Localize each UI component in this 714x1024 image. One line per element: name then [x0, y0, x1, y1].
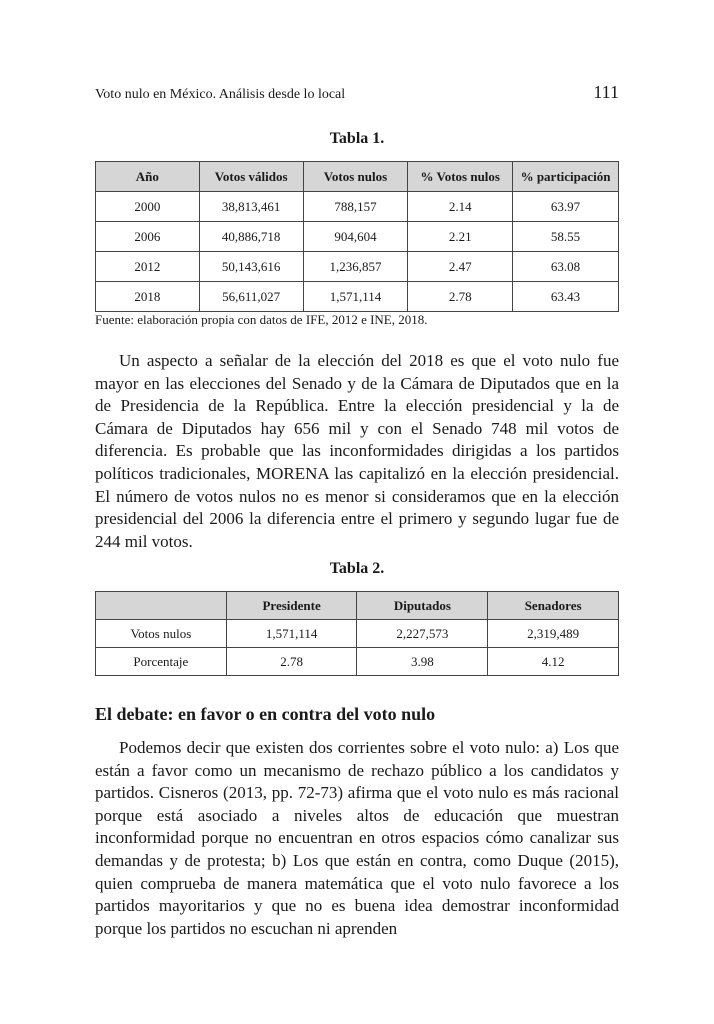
table-cell: 1,571,114	[226, 620, 357, 648]
table-row	[96, 252, 619, 282]
table-cell: 63.43	[513, 282, 619, 312]
table-header-row	[96, 162, 619, 192]
running-header	[95, 82, 619, 103]
table-cell: Porcentaje	[96, 648, 227, 676]
table-cell: 63.97	[513, 192, 619, 222]
running-title: Voto nulo en México. Análisis desde lo local	[95, 87, 346, 102]
table-cell: 2.14	[408, 192, 513, 222]
column-header-valid-votes: Votos válidos	[199, 162, 303, 192]
table-cell: 2.21	[408, 222, 513, 252]
table-cell: 1,571,114	[303, 282, 408, 312]
table-1-caption: Tabla 1.	[329, 130, 385, 147]
page-number: 111	[593, 82, 619, 102]
table-cell: 2.78	[408, 282, 513, 312]
table-1	[95, 161, 619, 312]
table-cell: 2,227,573	[357, 620, 488, 648]
section-heading: El debate: en favor o en contra del voto nulo	[95, 704, 436, 724]
column-header-senators: Senadores	[488, 592, 619, 620]
table-2	[95, 591, 619, 676]
table-cell: 1,236,857	[303, 252, 408, 282]
table-cell: 58.55	[513, 222, 619, 252]
table-row	[96, 282, 619, 312]
table-cell: 2,319,489	[488, 620, 619, 648]
table-cell: 2012	[96, 252, 200, 282]
table-cell: 2.47	[408, 252, 513, 282]
table-cell: 56,611,027	[199, 282, 303, 312]
table-cell: 2000	[96, 192, 200, 222]
table-cell: 904,604	[303, 222, 408, 252]
column-header-null-votes: Votos nulos	[303, 162, 408, 192]
table-cell: 2018	[96, 282, 200, 312]
column-header-turnout-percent: % participación	[513, 162, 619, 192]
column-header-president: Presidente	[226, 592, 357, 620]
column-header-null-votes-percent: % Votos nulos	[408, 162, 513, 192]
table-row	[96, 648, 619, 676]
table-cell: 4.12	[488, 648, 619, 676]
book-page	[95, 0, 619, 1024]
table-cell: 788,157	[303, 192, 408, 222]
column-header-year: Año	[96, 162, 200, 192]
table-header-row	[96, 592, 619, 620]
table-cell: 40,886,718	[199, 222, 303, 252]
table-1-source-note: Fuente: elaboración propia con datos de IFE, 2012 e INE, 2018.	[95, 312, 428, 327]
table-row	[96, 192, 619, 222]
table-2-caption: Tabla 2.	[329, 560, 385, 577]
table-cell: 2006	[96, 222, 200, 252]
body-paragraph: Un aspecto a señalar de la elección del 2018 es que el voto nulo fue mayor en las elecciones del Senado y de la Cámara de Diputados que en la de Presidencia de la República. Entre la elección presidencial y la de Cámara de Diputados hay 656 mil y con el Senado 748 mil votos de diferencia. Es probable que las inconformidades dirigidas a los partidos políticos tradicionales, MORENA las capitalizó en la elección presidencial. El número de votos nulos no es menor si consideramos que en la elección presidencial del 2006 la diferencia entre el primero y segundo lugar fue de 244 mil votos.	[95, 351, 619, 551]
table-cell: 38,813,461	[199, 192, 303, 222]
table-cell: 50,143,616	[199, 252, 303, 282]
body-paragraph: Podemos decir que existen dos corrientes sobre el voto nulo: a) Los que están a favor como un mecanismo de rechazo público a los candidatos y partidos. Cisneros (2013, pp. 72-73) afirma que el voto nulo es más racional porque está asociado a niveles altos de educación que muestran inconformidad porque no encuentran en otros espacios cómo canalizar sus demandas y de protesta; b) Los que están en contra, como Duque (2015), quien comprueba de manera matemática que el voto nulo favorece a los partidos mayoritarios y que no es buena idea demostrar inconformidad porque los partidos no escuchan ni aprenden	[95, 738, 619, 938]
table-cell: 2.78	[226, 648, 357, 676]
column-header-deputies: Diputados	[357, 592, 488, 620]
table-row	[96, 222, 619, 252]
table-cell: 63.08	[513, 252, 619, 282]
table-row	[96, 620, 619, 648]
table-cell: Votos nulos	[96, 620, 227, 648]
column-header-empty	[96, 592, 227, 620]
table-cell: 3.98	[357, 648, 488, 676]
